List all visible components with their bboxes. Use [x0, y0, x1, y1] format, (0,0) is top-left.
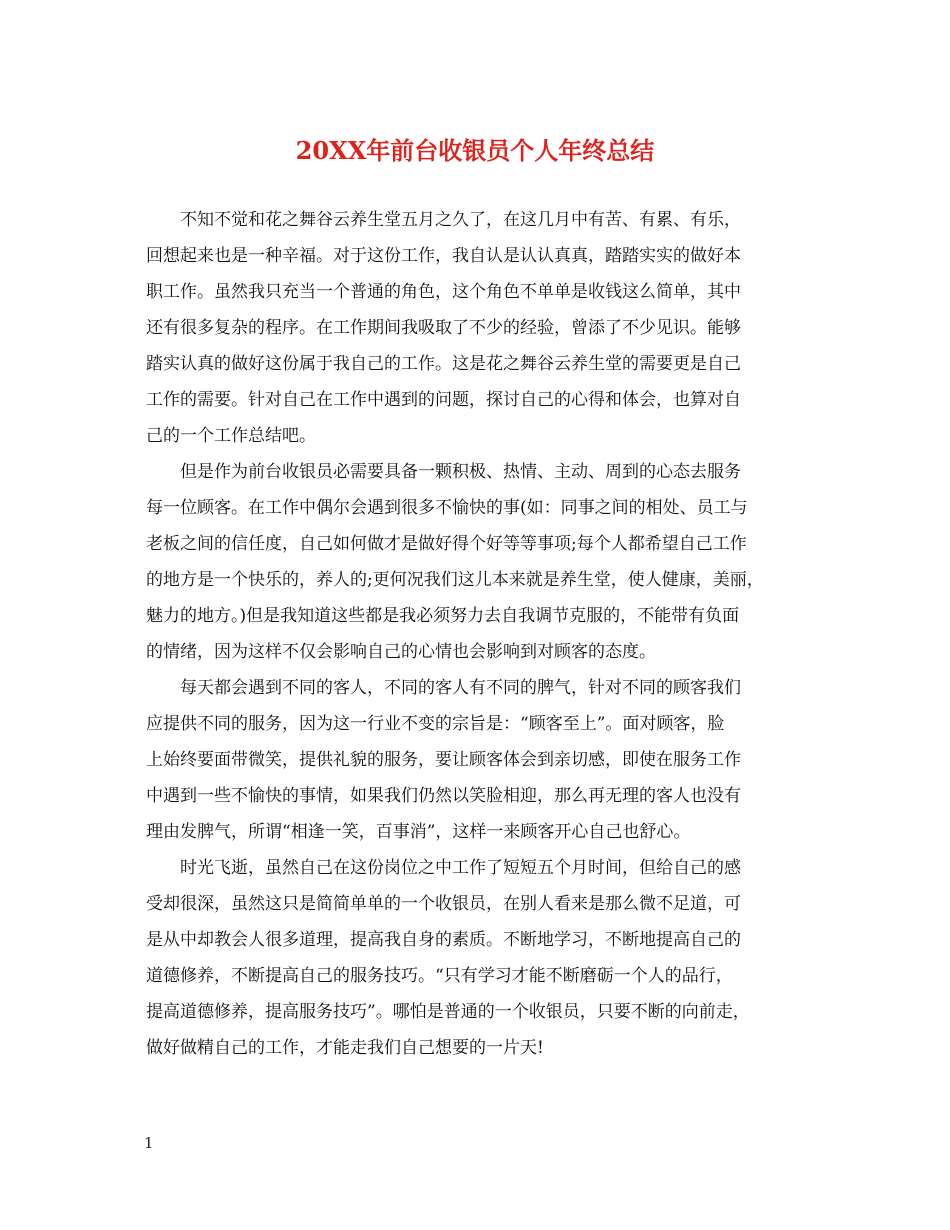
text-line: 理由发脾气，所谓“相逢一笑，百事消”，这样一来顾客开心自己也舒心。: [146, 822, 691, 842]
text-line: 每一位顾客。在工作中偶尔会遇到很多不愉快的事(如：同事之间的相处、员工与: [146, 498, 748, 518]
text-line: 但是作为前台收银员必需要具备一颗积极、热情、主动、周到的心态去服务: [180, 462, 741, 482]
text-line: 踏实认真的做好这份属于我自己的工作。这是花之舞谷云养生堂的需要更是自己: [146, 354, 741, 374]
text-line: 魅力的地方。)但是我知道这些都是我必须努力去自我调节克服的，不能带有负面: [146, 606, 740, 626]
page-number: 1: [144, 1134, 154, 1152]
text-line: 老板之间的信任度，自己如何做才是做好得个好等等事项;每个人都希望自己工作: [146, 534, 747, 554]
text-line: 还有很多复杂的程序。在工作期间我吸取了不少的经验，曾添了不少见识。能够: [146, 318, 741, 338]
text-line: 职工作。虽然我只充当一个普通的角色，这个角色不单单是收钱这么简单，其中: [146, 282, 741, 302]
text-line: 受却很深，虽然这只是简简单单的一个收银员，在别人看来是那么微不足道，可: [146, 894, 741, 914]
text-line: 提高道德修养，提高服务技巧”。哪怕是普通的一个收银员，只要不断的向前走，: [146, 1002, 750, 1022]
text-line: 回想起来也是一种辛福。对于这份工作，我自认是认认真真，踏踏实实的做好本: [146, 246, 741, 266]
text-line: 应提供不同的服务，因为这一行业不变的宗旨是：“顾客至上”。面对顾客，脸: [146, 714, 725, 734]
text-line: 是从中却教会人很多道理，提高我自身的素质。不断地学习，不断地提高自己的: [146, 930, 741, 950]
document-title: 20XX年前台收银员个人年终总结: [295, 136, 655, 165]
text-line: 不知不觉和花之舞谷云养生堂五月之久了，在这几月中有苦、有累、有乐，: [180, 210, 741, 230]
text-line: 的情绪，因为这样不仅会影响自己的心情也会影响到对顾客的态度。: [146, 642, 656, 662]
text-line: 道德修养，不断提高自己的服务技巧。“只有学习才能不断磨砺一个人的品行，: [146, 966, 733, 986]
text-line: 上始终要面带微笑，提供礼貌的服务，要让顾客体会到亲切感，即使在服务工作: [146, 750, 741, 770]
text-line: 的地方是一个快乐的，养人的;更何况我们这儿本来就是养生堂，使人健康，美丽，: [146, 570, 764, 590]
text-line: 工作的需要。针对自己在工作中遇到的问题，探讨自己的心得和体会，也算对自: [146, 390, 741, 410]
text-line: 时光飞逝，虽然自己在这份岗位之中工作了短短五个月时间，但给自己的感: [180, 858, 741, 878]
text-line: 己的一个工作总结吧。: [146, 426, 316, 446]
text-line: 做好做精自己的工作，才能走我们自己想要的一片天!: [146, 1038, 544, 1058]
text-line: 中遇到一些不愉快的事情，如果我们仍然以笑脸相迎，那么再无理的客人也没有: [146, 786, 741, 806]
text-line: 每天都会遇到不同的客人，不同的客人有不同的脾气，针对不同的顾客我们: [180, 678, 741, 698]
